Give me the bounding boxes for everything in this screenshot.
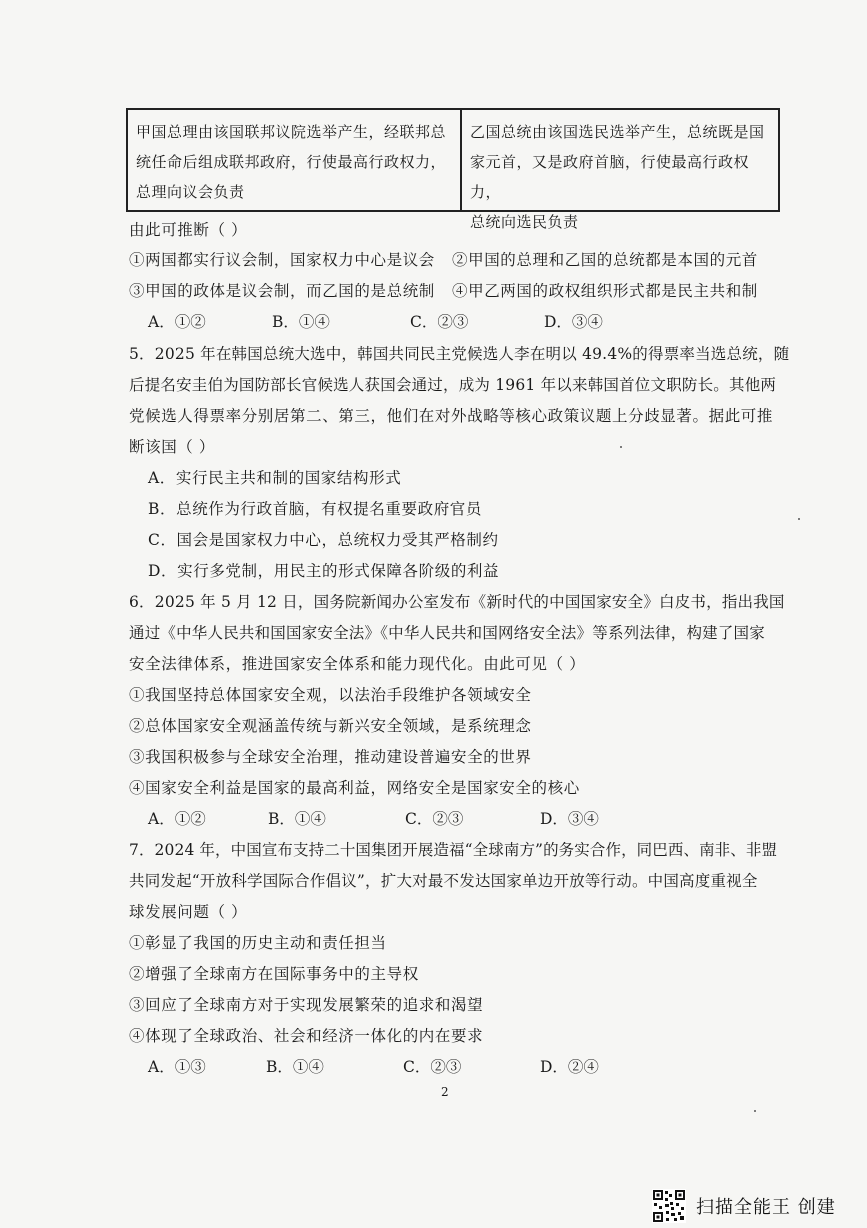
q5-stem-line-1: 5．2025 年在韩国总统大选中，韩国共同民主党候选人李在明以 49.4%的得票率当选总统，随 <box>129 345 790 363</box>
q6-option-d[interactable]: D．③④ <box>540 810 599 828</box>
qr-code-icon <box>652 1189 686 1223</box>
q5-option-b[interactable]: B．总统作为行政首脑，有权提名重要政府官员 <box>148 500 482 518</box>
q5-stem-line-4: 断该国（ ） <box>129 438 216 456</box>
q4-option-d[interactable]: D．③④ <box>544 313 603 331</box>
q4-option-c[interactable]: C．②③ <box>410 313 469 331</box>
page-number: 2 <box>441 1085 449 1099</box>
q5-stem-line-2: 后提名安圭伯为国防部长官候选人获国会通过，成为 1961 年以来韩国首位文职防长。其他两 <box>129 376 777 394</box>
q7-stem-line-1: 7．2024 年，中国宣布支持二十国集团开展造福“全球南方”的务实合作，同巴西、南非、非盟 <box>129 841 778 859</box>
q7-statement-1: ①彰显了我国的历史主动和责任担当 <box>129 934 387 952</box>
scan-speck <box>798 518 800 520</box>
q6-option-a[interactable]: A．①② <box>148 810 206 828</box>
q6-statement-4: ④国家安全利益是国家的最高利益，网络安全是国家安全的核心 <box>129 779 580 797</box>
q6-stem-line-1: 6．2025 年 5 月 12 日，国务院新闻办公室发布《新时代的中国国家安全》白皮书，指出我国 <box>129 593 785 611</box>
q5-option-d[interactable]: D．实行多党制，用民主的形式保障各阶级的利益 <box>148 562 500 580</box>
q7-statement-2: ②增强了全球南方在国际事务中的主导权 <box>129 965 419 983</box>
scan-speck <box>620 446 622 448</box>
q4-prompt: 由此可推断（ ） <box>129 221 248 239</box>
q6-statement-2: ②总体国家安全观涵盖传统与新兴安全领域，是系统理念 <box>129 717 532 735</box>
q4-statement-3: ③甲国的政体是议会制，而乙国的是总统制 <box>129 282 435 300</box>
q6-option-b[interactable]: B．①④ <box>268 810 326 828</box>
q5-stem-line-3: 党候选人得票率分别居第二、第三，他们在对外战略等核心政策议题上分歧显著。据此可推 <box>129 407 774 425</box>
scanner-watermark <box>652 1188 836 1224</box>
q5-option-c[interactable]: C．国会是国家权力中心，总统权力受其严格制约 <box>148 531 499 549</box>
q4-option-a[interactable]: A．①② <box>148 313 206 331</box>
q6-option-c[interactable]: C．②③ <box>405 810 464 828</box>
q4-option-b[interactable]: B．①④ <box>272 313 330 331</box>
table-cell-line: 总统向选民负责 <box>470 213 579 231</box>
table-cell-line: 统任命后组成联邦政府，行使最高行政权力， <box>136 153 447 171</box>
q6-stem-line-2: 通过《中华人民共和国国家安全法》《中华人民共和国网络安全法》等系列法律，构建了国家 <box>129 624 765 642</box>
table-cell-line: 总理向议会负责 <box>136 183 245 201</box>
q6-stem-line-3: 安全法律体系，推进国家安全体系和能力现代化。由此可见（ ） <box>129 655 586 673</box>
q7-option-b[interactable]: B．①④ <box>266 1058 324 1076</box>
q7-option-c[interactable]: C．②③ <box>403 1058 462 1076</box>
watermark-text: 扫描全能王 创建 <box>696 1197 836 1218</box>
table-cell-line: 甲国总理由该国联邦议院选举产生，经联邦总 <box>136 123 447 141</box>
scan-speck <box>754 1110 756 1112</box>
q6-statement-1: ①我国坚持总体国家安全观，以法治手段维护各领域安全 <box>129 686 532 704</box>
q6-statement-3: ③我国积极参与全球安全治理，推动建设普遍安全的世界 <box>129 748 532 766</box>
q7-option-d[interactable]: D．②④ <box>540 1058 599 1076</box>
q7-statement-4: ④体现了全球政治、社会和经济一体化的内在要求 <box>129 1027 484 1045</box>
table-cell-country-b <box>462 110 778 231</box>
q4-statement-1: ①两国都实行议会制，国家权力中心是议会 <box>129 251 435 269</box>
q4-statement-4: ④甲乙两国的政权组织形式都是民主共和制 <box>452 282 758 300</box>
table-cell-line: 家元首，又是政府首脑，行使最高行政权力， <box>470 153 750 201</box>
q7-option-a[interactable]: A．①③ <box>148 1058 206 1076</box>
table-cell-country-a <box>128 110 462 210</box>
table-cell-line: 乙国总统由该国选民选举产生，总统既是国 <box>470 123 765 141</box>
q5-option-a[interactable]: A．实行民主共和制的国家结构形式 <box>148 469 402 487</box>
q4-statement-2: ②甲国的总理和乙国的总统都是本国的元首 <box>452 251 758 269</box>
q7-stem-line-2: 共同发起“开放科学国际合作倡议”，扩大对最不发达国家单边开放等行动。中国高度重视全 <box>129 872 758 890</box>
q7-statement-3: ③回应了全球南方对于实现发展繁荣的追求和渴望 <box>129 996 484 1014</box>
q7-stem-line-3: 球发展问题（ ） <box>129 903 248 921</box>
